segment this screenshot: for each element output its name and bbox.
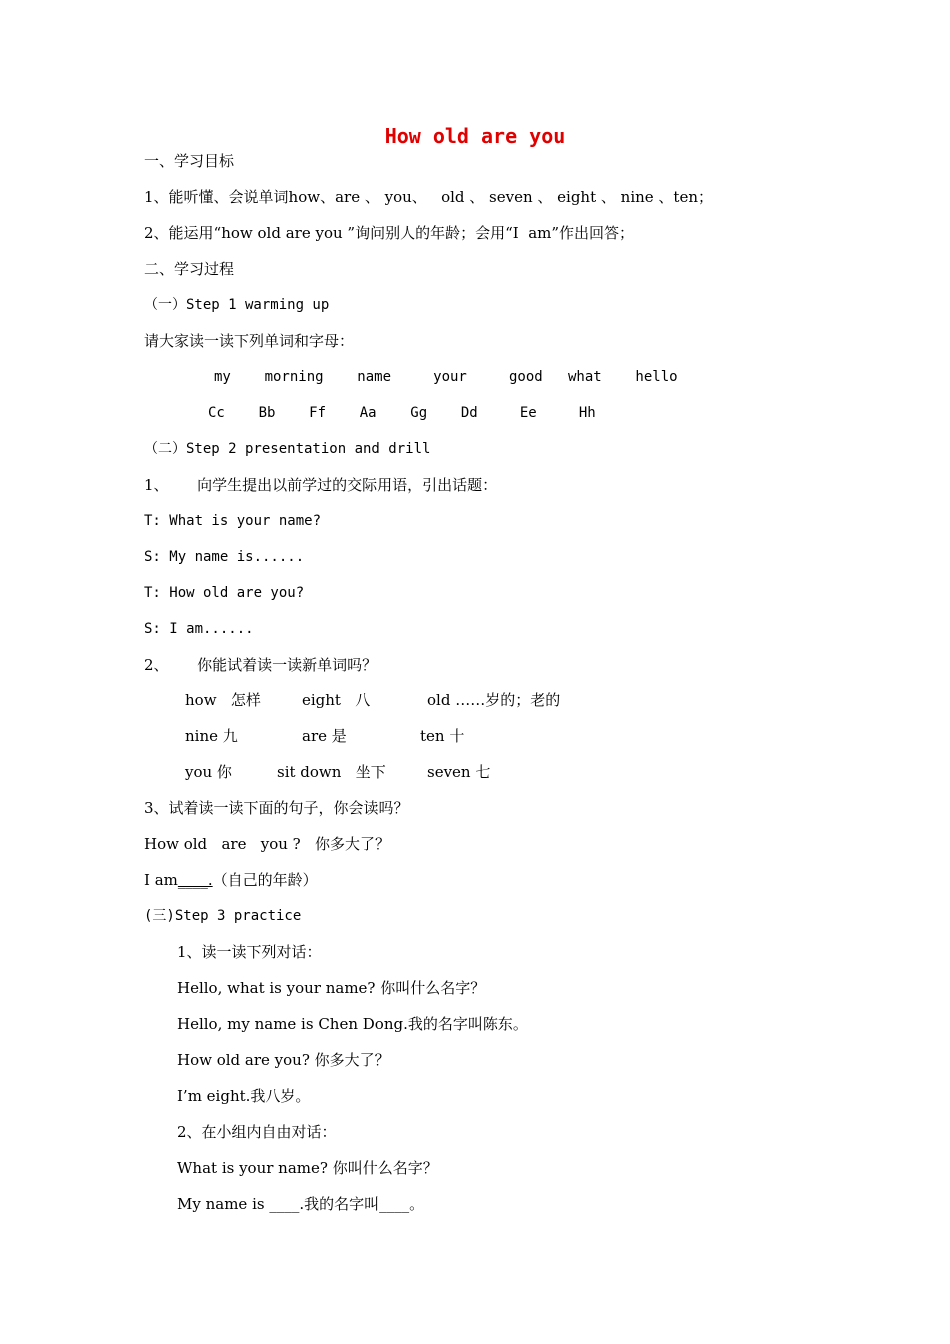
vocab-item: are 是 — [302, 727, 347, 745]
vocab-item: nine 九 — [185, 727, 238, 745]
sentence-2-suffix: （自己的年龄） — [212, 871, 318, 889]
step2-item-1: 1、 向学生提出以前学过的交际用语，引出话题： — [144, 476, 498, 494]
practice-line-6: My name is ____.我的名字叫____。 — [177, 1195, 425, 1213]
answer-blank: ____. — [177, 871, 213, 889]
vocab-item: old ……岁的；老的 — [427, 691, 561, 709]
process-heading: 二、学习过程 — [144, 260, 235, 278]
practice-line-3: How old are you? 你多大了？ — [177, 1051, 390, 1069]
goals-heading: 一、学习目标 — [144, 152, 235, 170]
vocab-item: eight 八 — [302, 691, 371, 709]
dialog-line-1: T: What is your name? — [144, 513, 322, 529]
step2-item-3: 3、试着读一读下面的句子，你会读吗？ — [144, 799, 409, 817]
vocab-item: sit down 坐下 — [277, 763, 386, 781]
sentence-1: How old are you ? 你多大了？ — [144, 835, 391, 853]
goal-1: 1、能听懂、会说单词how、are 、 you、 old 、 seven 、 eight 、 nine 、ten； — [144, 188, 713, 206]
practice-line-5: What is your name? 你叫什么名字？ — [177, 1159, 438, 1177]
goal-2: 2、能运用“how old are you ”询问别人的年龄；会用“I am”作出回答； — [144, 224, 635, 242]
practice-line-2: Hello, my name is Chen Dong.我的名字叫陈东。 — [177, 1015, 528, 1033]
vocab-item: ten 十 — [420, 727, 465, 745]
step3-heading: (三)Step 3 practice — [144, 908, 302, 924]
step1-letters: Cc Bb Ff Aa Gg Dd Ee Hh — [208, 405, 596, 421]
dialog-line-3: T: How old are you? — [144, 585, 305, 601]
practice-line-4: I’m eight.我八岁。 — [177, 1087, 311, 1105]
step3-item-1: 1、读一读下列对话： — [177, 943, 322, 961]
sentence-2 — [144, 870, 318, 890]
step2-item-2: 2、 你能试着读一读新单词吗？ — [144, 656, 378, 674]
step1-words: my morning name your good what hello — [214, 369, 678, 385]
step1-instruction: 请大家读一读下列单词和字母： — [144, 332, 355, 350]
step1-heading: （一）Step 1 warming up — [144, 297, 330, 313]
vocab-item: how 怎样 — [185, 691, 261, 709]
practice-line-1: Hello, what is your name? 你叫什么名字？ — [177, 979, 486, 997]
step3-item-2: 2、在小组内自由对话： — [177, 1123, 337, 1141]
dialog-line-2: S: My name is...... — [144, 549, 305, 565]
page-title: How old are you — [384, 124, 566, 148]
dialog-line-4: S: I am...... — [144, 621, 254, 637]
step2-heading: （二）Step 2 presentation and drill — [144, 441, 431, 457]
sentence-2-prefix: I am — [144, 871, 178, 889]
vocab-item: seven 七 — [427, 763, 491, 781]
vocab-item: you 你 — [185, 763, 232, 781]
